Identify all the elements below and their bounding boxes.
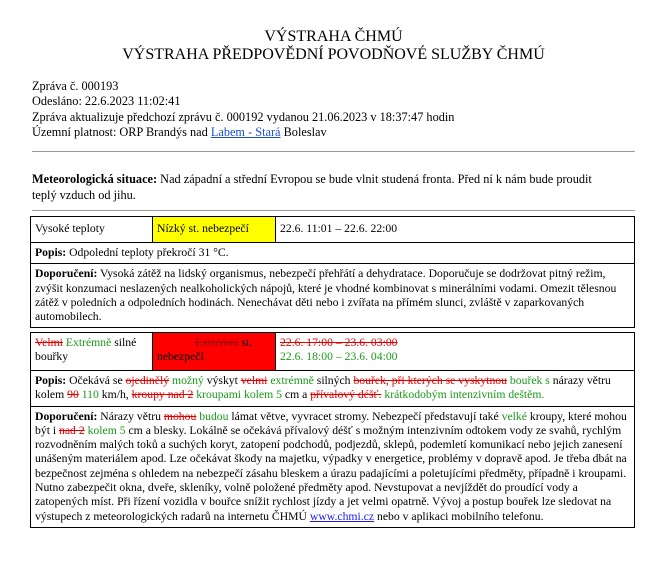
document-title: VÝSTRAHA ČHMÚ (264, 28, 403, 45)
meteo-label: Meteorologická situace: (32, 172, 158, 186)
update-note: Zpráva aktualizuje předchozí zprávu č. 000192 vydanou 21.06.2023 v 18:37:47 hodin (32, 109, 455, 124)
document-subtitle: VÝSTRAHA PŘEDPOVĚDNÍ POVODŇOVÉ SLUŽBY ČHMÚ (122, 46, 545, 63)
phenomenon-cell: Velmi Extrémně silné bouřky (31, 333, 153, 371)
description-cell: Popis: Očekává se ojedinělý možný výskyt velmi extrémně silných bouřek, při kterých se vyskytnou bouřek s nárazy větru kolem 90 110 km/h, kroupy nad 2 kroupami kolem 5 cm a přívalový déšť. krátkodobým intenzivním deštěm. (31, 371, 635, 407)
level-cell-low: Nízký st. nebezpečí (153, 217, 276, 243)
validity-link[interactable]: Labem - Stará (210, 124, 281, 139)
time-cell: 22.6. 17:00 – 23.6. 03:00 22.6. 18:00 – 23.6. 04:00 (276, 333, 635, 371)
time-cell: 22.6. 11:01 – 22.6. 22:00 (276, 217, 635, 243)
report-number: Zpráva č. 000193 (32, 79, 119, 93)
level-cell-extreme: Extrémní st. nebezpečí (153, 333, 276, 371)
divider (32, 210, 635, 211)
meteorological-situation (32, 172, 612, 203)
chmi-link[interactable]: www.chmi.cz (309, 509, 375, 523)
recommendation-cell: Doporučení: Nárazy větru mohou budou lámat větve, vyvracet stromy. Nebezpečí představují také velké kroupy, které mohou být i nad 2 kolem 5 cm a blesky. Lokálně se očekává přívalový déšť s možným intenzivním odtokem vody ze svahů, rychlým rozvodněním malých toků a suchých koryt, zatopení podchodů, podjezdů, sklepů, podemletí komunikací nebo jejich zanesení unášeným materiálem apod. Lze očekávat škody na majetku, výpadky v energetice, problémy v dopravě apod. Je třeba dbát na bezpečnost zejména s ohledem na nebezpečí zásahu bleskem a úrazu padajícími a poletujícími předměty, případně i kroupami. Nutno zabezpečit okna, dveře, skleníky, volně položené předměty apod. Nevstupovat a nevjíždět do proudící vody a zatopených míst. Při řízení vozidla v bouřce snížit rychlost jízdy a jet velmi opatrně. Vývoj a postup bouřek lze sledovat na výstupech z meteorologických radarů na internetu ČHMÚ www.chmi.cz nebo v aplikaci mobilního telefonu. (31, 406, 635, 527)
sent-time: Odesláno: 22.6.2023 11:02:41 (32, 94, 181, 109)
report-meta (32, 79, 454, 140)
warning-table-heat (30, 216, 635, 328)
warning-table-storms (30, 332, 635, 528)
meteo-text: Nad západní a střední Evropou se bude vlnit studená fronta. Před ní k nám bude proudit teplý vzduch od jihu. (32, 172, 592, 202)
phenomenon-cell: Vysoké teploty (31, 217, 153, 243)
description-cell: Popis: Odpolední teploty překročí 31 °C. (31, 243, 635, 264)
divider (32, 151, 635, 152)
territorial-validity: Územní platnost: ORP Brandýs nad Labem - Stará Boleslav (32, 124, 327, 139)
recommendation-cell: Doporučení: Vysoká zátěž na lidský organismus, nebezpečí přehřátí a dehydratace. Doporučuje se dodržovat pitný režim, zvýšit konzumaci neslazených nealkoholických nápojů, které je vhodné kombinovat s minerálními vodami. Omezit tělesnou zátěž v poledních a odpoledních hodinách. Nenechávat děti nebo i zvířata na přímém slunci, zvláště v zaparkovaných automobilech. (31, 264, 635, 328)
